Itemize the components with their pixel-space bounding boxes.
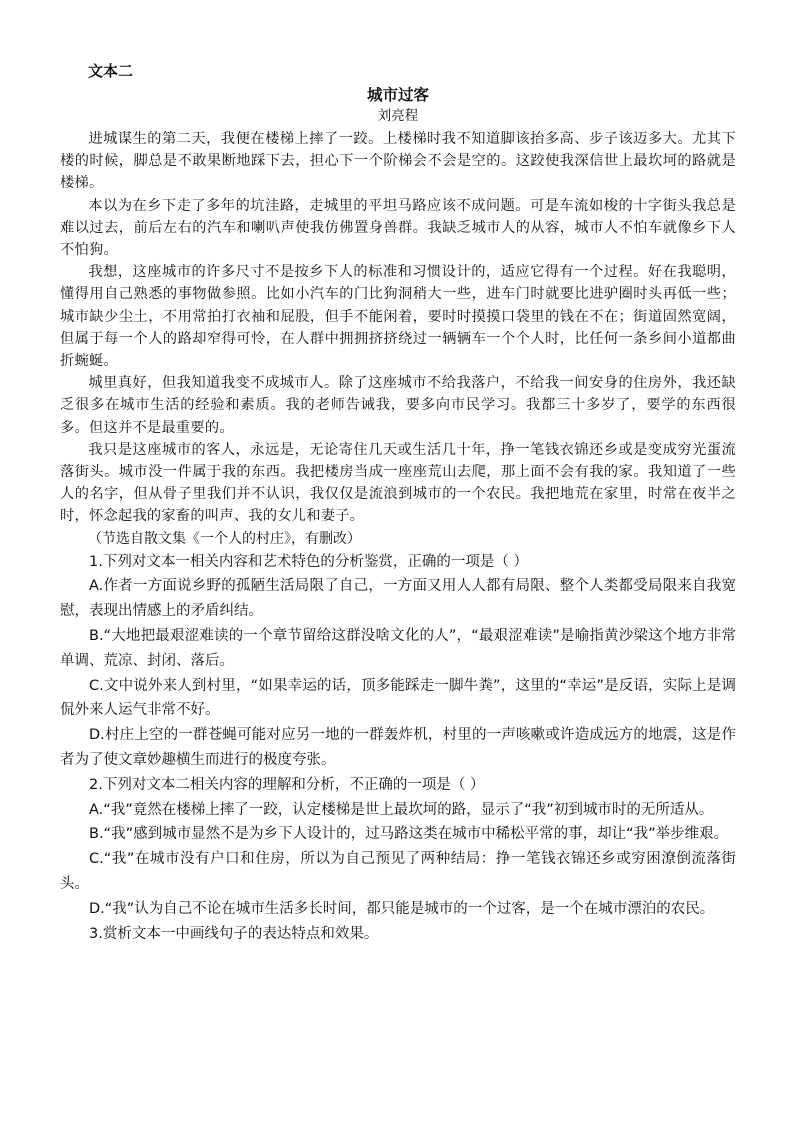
article-paragraph: 进城谋生的第二天，我便在楼梯上摔了一跤。上楼梯时我不知道脚该抬多高、步子该迈多大。尤其下楼的时候，脚总是不敢果断地踩下去，担心下一个阶梯会不会是空的。这跤使我深信世上最坎坷的路就是楼梯。 [60,131,736,192]
question-option: A.作者一方面说乡野的孤陋生活局限了自己，一方面又用人人都有局限、整个人类都受局限来自我宽慰，表现出情感上的矛盾纠结。 [60,578,736,620]
question-option: D.“我”认为自己不论在城市生活多长时间，都只能是城市的一个过客，是一个在城市漂泊的农民。 [89,900,715,917]
question-stem: 2.下列对文本二相关内容的理解和分析，不正确的一项是（ ） [89,776,485,793]
document-page [60,60,736,946]
question-stem: 1.下列对文本一相关内容和艺术特色的分析鉴赏，正确的一项是（ ） [89,553,528,570]
question-option: B.“我”感到城市显然不是为乡下人设计的，过马路这类在城市中稀松平常的事，却让“我”举步维艰。 [89,826,729,843]
question-option: D.村庄上空的一群苍蝇可能对应另一地的一群轰炸机，村里的一声咳嗽或许造成远方的地震，这是作者为了使文章妙趣横生而进行的极度夸张。 [60,727,736,769]
article-paragraph: 我想，这座城市的许多尺寸不是按乡下人的标准和习惯设计的，适应它得有一个过程。好在我聪明，懂得用自己熟悉的事物做参照。比如小汽车的门比狗洞稍大一些，进车门时就要比进驴圈时头再低一些；城市缺少尘土，不用常拍打衣袖和屁股，但手不能闲着，要时时摸摸口袋里的钱在不在；街道固然宽阔，但属于每一个人的路却窄得可怜，在人群中拥拥挤挤绕过一辆辆车一个个人时，比任何一条乡间小道都曲折蜿蜒。 [60,264,736,370]
question-option: B.“大地把最艰涩难读的一个章节留给这群没啥文化的人”，“最艰涩难读”是喻指黄沙梁这个地方非常单调、荒凉、封闭、落后。 [60,628,736,669]
article-paragraph: 本以为在乡下走了多年的坑洼路，走城里的平坦马路应该不成问题。可是车流如梭的十字街头我总是难以过去，前后左右的汽车和喇叭声使我仿佛置身兽群。我缺乏城市人的从容，城市人不怕车就像乡下人不怕狗。 [60,197,736,259]
question-stem: 3.赏析文本一中画线句子的表达特点和效果。 [89,925,379,942]
question-option: C.文中说外来人到村里，“如果幸运的话，顶多能踩走一脚牛粪”，这里的“幸运”是反语，实际上是调侃外来人运气非常不好。 [60,677,736,719]
article-paragraph: 城里真好，但我知道我变不成城市人。除了这座城市不给我落户，不给我一间安身的住房外，我还缺乏很多在城市生活的经验和素质。我的老师告诫我，要多向市民学习。我都三十多岁了，要学的东西很多。但这并不是最重要的。 [60,375,736,436]
question-option: C.“我”在城市没有户口和住房，所以为自己预见了两种结局：挣一笔钱衣锦还乡或穷困潦倒流落街头。 [60,851,736,893]
article-title: 城市过客 [366,86,429,104]
question-option: A.“我”竟然在楼梯上摔了一跤，认定楼梯是世上最坎坷的路，显示了“我”初到城市时的无所适从。 [89,801,714,818]
article-source: （节选自散文集《一个人的村庄》，有删改） [88,530,361,547]
article-author: 刘亮程 [377,108,419,124]
section-label: 文本二 [88,62,134,80]
article-paragraph: 我只是这座城市的客人，永远是，无论寄住几天或生活几十年，挣一笔钱衣锦还乡或是变成穷光蛋流落街头。城市没一件属于我的东西。我把楼房当成一座座荒山去爬，那上面不会有我的家。我知道了一些人的名字，但从骨子里我们并不认识，我仅仅是流浪到城市的一个农民。我把地荒在家里，时常在夜半之时，怀念起我的家畜的叫声、我的女儿和妻子。 [60,441,736,525]
